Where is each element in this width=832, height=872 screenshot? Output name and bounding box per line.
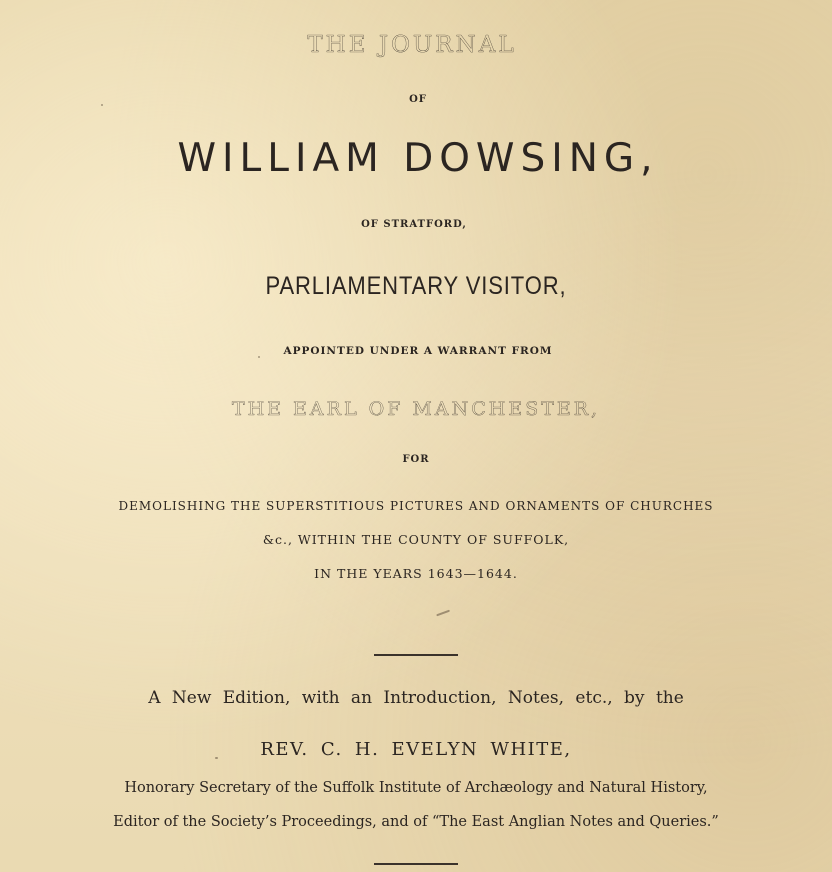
place-line: OF STRATFORD, — [361, 219, 467, 230]
appointed-line: APPOINTED UNDER A WARRANT FROM — [283, 345, 553, 357]
editor-name: REV. C. H. EVELYN WHITE, — [260, 739, 572, 760]
editor-role-line: Editor of the Society’s Proceedings, and of “The East Anglian Notes and Queries.” — [113, 814, 719, 830]
of-line: OF — [409, 94, 427, 105]
journal-heading: THE JOURNAL — [307, 32, 517, 58]
ink-speck — [215, 757, 218, 759]
earl-line: THE EARL OF MANCHESTER, — [231, 398, 601, 420]
for-line: FOR — [402, 454, 430, 465]
bottom-divider-rule — [374, 863, 458, 865]
years-line: IN THE YEARS 1643—1644. — [314, 566, 518, 581]
purpose-line: DEMOLISHING THE SUPERSTITIOUS PICTURES AND ORNAMENTS OF CHURCHES — [118, 499, 714, 513]
ink-speck — [258, 356, 260, 358]
edition-line: A New Edition, with an Introduction, Notes, etc., by the — [148, 688, 684, 708]
divider-rule — [374, 654, 458, 656]
ink-mark — [436, 610, 450, 616]
author-name: WILLIAM DOWSING, — [177, 136, 659, 181]
editor-title-line: Honorary Secretary of the Suffolk Institute of Archæology and Natural History, — [124, 780, 708, 796]
county-line: &c., WITHIN THE COUNTY OF SUFFOLK, — [262, 532, 570, 547]
ink-speck — [101, 104, 103, 106]
role-line: PARLIAMENTARY VISITOR, — [265, 272, 567, 300]
